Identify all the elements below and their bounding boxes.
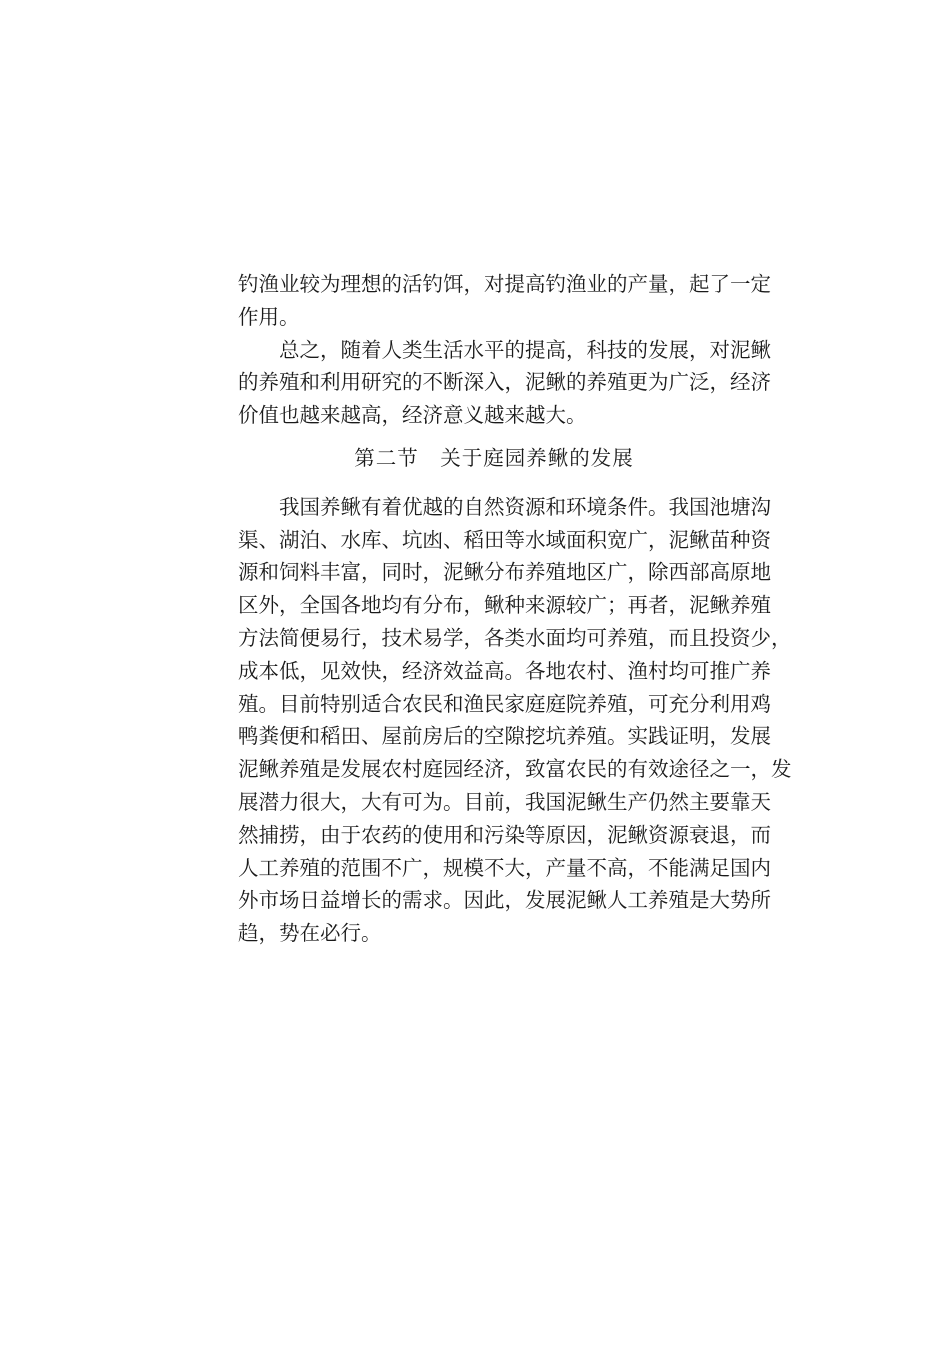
text-line: 源和饲料丰富，同时，泥鳅分布养殖地区广，除西部高原地: [238, 560, 771, 585]
text-line: 泥鳅养殖是发展农村庭园经济，致富农民的有效途径之一，发: [238, 757, 792, 782]
text-line: 作用。: [238, 304, 300, 329]
text-line: 的养殖和利用研究的不断深入，泥鳅的养殖更为广泛，经济: [238, 370, 771, 395]
text-line: 总之，随着人类生活水平的提高，科技的发展，对泥鳅: [279, 337, 771, 362]
text-line: 展潜力很大，大有可为。目前，我国泥鳅生产仍然主要靠天: [238, 789, 771, 814]
paragraph-summary: [238, 334, 771, 432]
paragraph-section-body: [238, 491, 792, 950]
text-line: 方法简便易行，技术易学，各类水面均可养殖，而且投资少，: [238, 625, 792, 650]
text-line: 区外，全国各地均有分布，鳅种来源较广；再者，泥鳅养殖: [238, 593, 771, 618]
text-line: 我国养鳅有着优越的自然资源和环境条件。我国池塘沟: [279, 494, 771, 519]
section-heading: 第二节 关于庭园养鳅的发展: [354, 445, 634, 470]
text-line: 趋，势在必行。: [238, 921, 382, 946]
text-line: 渠、湖泊、水库、坑凼、稻田等水域面积宽广，泥鳅苗种资: [238, 527, 771, 552]
text-line: 鸭粪便和稻田、屋前房后的空隙挖坑养殖。实践证明，发展: [238, 724, 771, 749]
body-text: [238, 268, 792, 950]
text-line: 人工养殖的范围不广，规模不大，产量不高，不能满足国内: [238, 855, 771, 880]
text-line: 成本低，见效快，经济效益高。各地农村、渔村均可推广养: [238, 658, 771, 683]
text-line: 钓渔业较为理想的活钓饵，对提高钓渔业的产量，起了一定: [238, 272, 771, 296]
text-line: 价值也越来越高，经济意义越来越大。: [238, 403, 587, 428]
text-line: 然捕捞，由于农药的使用和污染等原因，泥鳅资源衰退，而: [238, 822, 771, 847]
paragraph-continuation: [238, 268, 771, 334]
text-line: 殖。目前特别适合农民和渔民家庭庭院养殖，可充分利用鸡: [238, 691, 771, 716]
text-line: 外市场日益增长的需求。因此，发展泥鳅人工养殖是大势所: [238, 888, 771, 913]
